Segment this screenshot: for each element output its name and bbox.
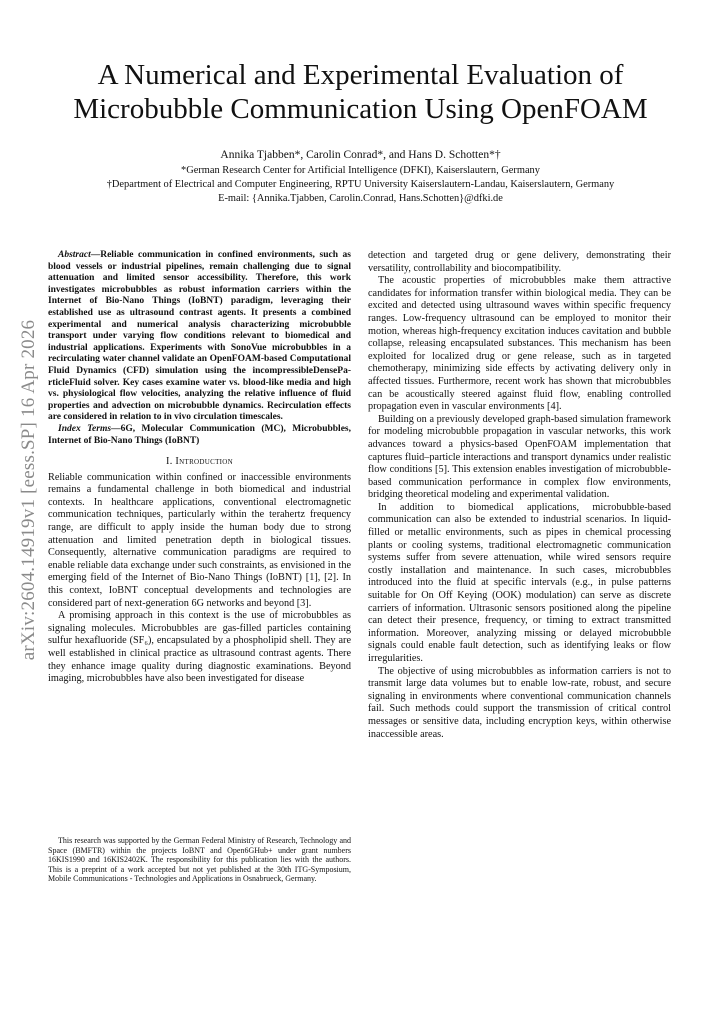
paragraph: Reliable communication within confined or inaccessible environments remains a fundamental challenge in both biomedical and industrial contexts. In healthcare applications, conventional electromagnetic communication techniques, particularly within the terahertz frequency range, are difficult to apply inside the human body due to strong attenuation and limited penetration depth in biological tissues. Consequently, alternative communication paradigms are required to enable reliable data exchange under such constraints, as envisioned in the emerging field of the Internet of Bio-Nano Things (IoBNT) [1], [2]. In this context, IoBNT conceptual developments and technologies are considered part of next-generation 6G networks and beyond [3]. bbox=[48, 471, 351, 609]
abstract bbox=[48, 250, 351, 424]
paragraph: The acoustic properties of microbubbles make them attractive candidates for information transfer within biological media. They can be excited and detected using ultrasound waves within specific frequency ranges. Low-frequency ultrasound can be employed to monitor their motion, whereas high-frequency excitation induces cavitation and bubble collapse, releasing encapsulated substances. This mechanism has been exploited for localized drug or gene release, such as in targeted chemotherapy, minimizing side effects by activating delivery only in affected tissues. Furthermore, recent work has shown that microbubbles can be acoustically steered against fluid flow, enabling controlled propagation even in vascular environments [4]. bbox=[368, 275, 671, 413]
section-heading-introduction: I. Introduction bbox=[165, 456, 233, 468]
affiliation-dfki: *German Research Center for Artificial Intelligence (DFKI), Kaiserslautern, Germany bbox=[181, 165, 540, 176]
index-terms-label: Index Terms bbox=[58, 423, 112, 434]
right-column bbox=[368, 250, 671, 741]
paragraph: Building on a previously developed graph-based simulation framework for modeling microbubble propagation in vascular networks, this work advances toward a physics-based OpenFOAM implementation that captures fluid–particle interactions and transport dynamics under realistic flow conditions [5]. This extension enables investigation of microbubble-based communication performance in complex flow environments, bridging theoretical modeling and experimental validation. bbox=[368, 413, 671, 501]
paper-title bbox=[40, 58, 681, 126]
paragraph: detection and targeted drug or gene delivery, demonstrating their versatility, controllability and biocompatibility. bbox=[368, 250, 671, 274]
index-terms-text: —6G, Molecular Communication (MC), Microbubbles, Internet of Bio-Nano Things (IoBNT) bbox=[48, 423, 351, 446]
index-terms bbox=[48, 424, 351, 447]
title-line-2: Microbubble Communication Using OpenFOAM bbox=[73, 93, 648, 125]
arxiv-identifier: arXiv:2604.14919v1 [eess.SP] 16 Apr 2026 bbox=[18, 319, 39, 661]
author-email: E-mail: {Annika.Tjabben, Carolin.Conrad, Hans.Schotten}@dfki.de bbox=[218, 193, 503, 204]
title-line-1: A Numerical and Experimental Evaluation of bbox=[97, 59, 624, 91]
abstract-label: Abstract bbox=[58, 250, 91, 260]
funding-footnote: This research was supported by the German Federal Ministry of Research, Technology and Space (BMFTR) within the projects IoBNT and Open6GHub+ under grant numbers 16KIS1990 and 16KIS2402K. The responsibility for this publication lies with the authors. This is a preprint of a work accepted but not yet published at the 30th ITG-Symposium, Mobile Communications - Technologies and Applications in Osnabrueck, Germany. bbox=[48, 836, 351, 884]
left-column bbox=[48, 250, 351, 686]
affiliation-rptu: †Department of Electrical and Computer Engineering, RPTU University Kaiserslautern-Landau, Kaiserslautern, Germany bbox=[106, 179, 615, 190]
paragraph: In addition to biomedical applications, microbubble-based communication can also be extended to industrial scenarios. In liquid-filled or metallic environments, such as pipes in chemical processing plants or cooling systems, traditional electromagnetic communication systems suffer from severe attenuation, while wired sensors require costly installation and maintenance. In such cases, microbubbles introduced into the fluid at specific intervals (e.g., in pulse patterns suitable for On Off Keying (OOK) modulation) can serve as discrete carriers of information. Ultrasonic sensors positioned along the pipeline can detect their presence, frequency, or timing to extract transmitted information. Moreover, analyzing missing or delayed microbubble signals could enable fault detection, such as identifying leaks or flow irregularities. bbox=[368, 501, 671, 664]
abstract-text: —Reliable communication in confined environments, such as blood vessels or industrial pipelines, remain challenging due to signal attenuation and limited sensor accessibility. Therefore, this work investigates microbubbles as robust information carriers within the Internet of Bio-Nano Things (IoBNT) paradigm, leveraging their established use as ultrasound contrast agents. It presents a combined experimental and numerical analysis characterizing microbubble transport under varying flow conditions relevant to biomedical and industrial applications. Experiments with SonoVue microbubbles in a recirculating water channel validate an OpenFOAM-based Computational Fluid Dynamics (CFD) simulation using the incompressibleDensePa-rticleFluid solver. Key cases examine water vs. blood-like media and high vs. physiological flow velocities, analyzing the relative influence of fluid properties and advection on microbubble dynamics. Recirculation effects are considered in relation to in vivo circulation timescales. bbox=[48, 250, 351, 423]
paragraph: The objective of using microbubbles as information carriers is not to transmit large data volumes but to enable low-rate, robust, and secure signaling in environments where conventional communication channels fail. Such methods could support the transmission of critical control messages or sensitive data, including encryption keys, within otherwise inaccessible areas. bbox=[368, 665, 671, 740]
arxiv-watermark bbox=[14, 300, 44, 680]
author-list: Annika Tjabben*, Carolin Conrad*, and Hans D. Schotten*† bbox=[220, 149, 501, 161]
paragraph: A promising approach in this context is the use of microbubbles as signaling molecules. Microbubbles are gas-filled particles containing sulfur hexafluoride (SF₆), encapsulated by a phospholipid shell. They are well established in clinical practice as ultrasound contrast agents. There they enhance image quality during diagnostic examinations. Beyond imaging, microbubbles have also been investigated for disease bbox=[48, 610, 351, 685]
